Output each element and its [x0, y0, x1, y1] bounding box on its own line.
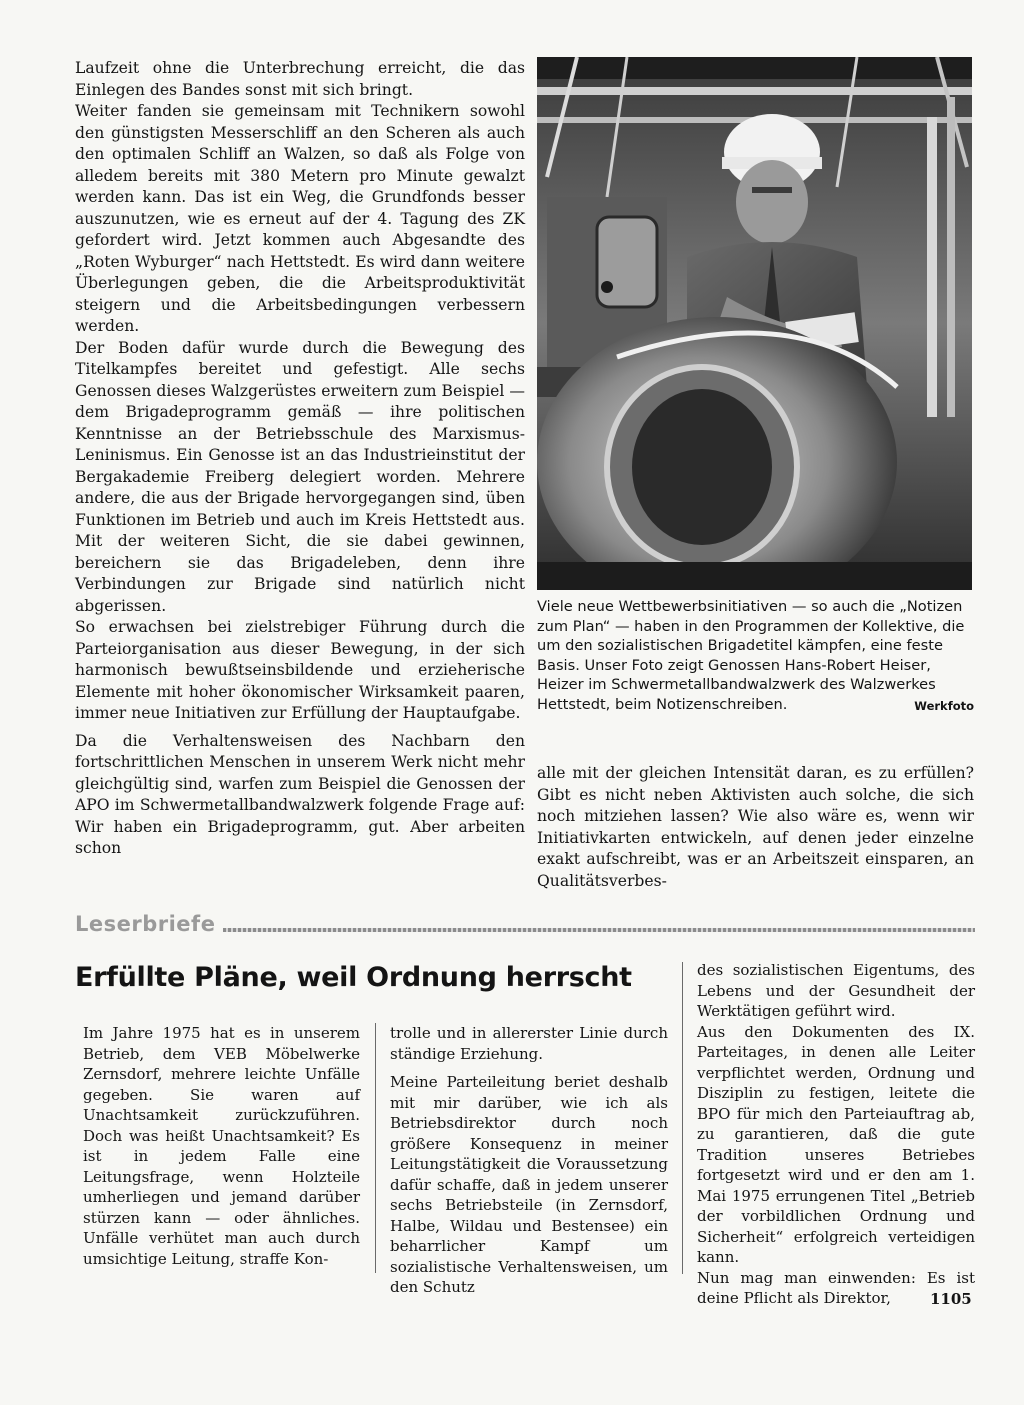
letter-paragraph: trolle und in allererster Linie durch ständige Erziehung. [390, 1024, 668, 1063]
photo-caption [537, 597, 974, 717]
worker-photo-image [537, 57, 972, 590]
article-right-column [537, 763, 974, 892]
letter-paragraph: Nun mag man einwenden: Es ist deine Pflicht als Direktor, [697, 1268, 975, 1307]
letter-headline: Erfüllte Pläne, weil Ordnung herrscht [75, 962, 632, 993]
section-divider [223, 928, 975, 932]
letter-paragraph: Meine Parteileitung beriet deshalb mit mir darüber, wie ich als Betriebsdirektor durch noch größere Konsequenz in meiner Leitungstätigkeit die Voraussetzung dafür schaffe, daß in jedem unserer sechs Betriebsteile (in Zernsdorf, Halbe, Wildau und Bestensee) ein beharrlicher Kampf um sozialistische Verhaltensweisen, um den Schutz [390, 1073, 668, 1296]
worker-photo [537, 57, 972, 590]
article-paragraph: Weiter fanden sie gemeinsam mit Technikern sowohl den günstigsten Messerschliff an den Scheren als auch den optimalen Schliff an Walzen, so daß als Folge von alledem bereits mit 380 Metern pro Minute gewalzt werden kann. Das ist ein Weg, die Grundfonds besser auszunutzen, wie es erneut auf der 4. Tagung des ZK gefordert wird. Jetzt kommen auch Abgesandte des „Roten Wyburger“ nach Hettstedt. Es wird dann weitere Überlegungen geben, die die Arbeitsproduktivität steigern und die Arbeitsbedingungen verbessern werden. [75, 102, 525, 335]
article-paragraph: Laufzeit ohne die Unterbrechung erreicht, die das Einlegen des Bandes sonst mit sich bringt. [75, 59, 525, 99]
letter-column-3 [697, 960, 975, 1309]
article-paragraph: alle mit der gleichen Intensität daran, es zu erfüllen? Gibt es nicht neben Aktivisten auch solche, die sich noch mitziehen lassen? Wie also wäre es, wenn wir Initiativkarten entwickeln, auf denen jeder einzelne exakt aufschreibt, was er an Arbeitszeit einsparen, an Qualitätsverbes- [537, 764, 974, 890]
photo-credit: Werkfoto [914, 698, 974, 713]
article-paragraph: Da die Verhaltensweisen des Nachbarn den fortschrittlichen Menschen in unserem Werk nicht mehr gleichgültig sind, warfen zum Beispiel die Genossen der APO im Schwermetallbandwalzwerk folgende Frage auf: Wir haben ein Brigadeprogramm, gut. Aber arbeiten schon [75, 731, 525, 857]
section-header [75, 912, 975, 942]
letter-paragraph: des sozialistischen Eigentums, des Lebens und der Gesundheit der Werktätigen geführt wird. [697, 961, 975, 1020]
letter-column-1 [83, 1023, 360, 1269]
article-left-column [75, 58, 525, 860]
column-divider [682, 962, 683, 1274]
article-paragraph: So erwachsen bei zielstrebiger Führung durch die Parteiorganisation aus dieser Bewegung, in der sich harmonisch bewußtseinsbildende und erzieherische Elemente mit hoher ökonomischer Wirksamkeit paaren, immer neue Initiativen zur Erfüllung der Hauptaufgabe. [75, 618, 525, 722]
article-paragraph: Der Boden dafür wurde durch die Bewegung des Titelkampfes bereitet und gefestigt. Alle sechs Genossen dieses Walzgerüstes erweitern zum Beispiel — dem Brigadeprogramm gemäß — ihre politischen Kenntnisse an der Betriebsschule des Marxismus-Leninismus. Ein Genosse ist an das Industrieinstitut der Bergakademie Freiberg delegiert worden. Mehrere andere, die aus der Brigade hervorgegangen sind, üben Funktionen im Betrieb und auch im Kreis Hettstedt aus. Mit der weiteren Sicht, die sie dabei gewinnen, bereichern sie das Brigadeleben, denn ihre Verbindungen zur Brigade sind natürlich nicht abgerissen. [75, 338, 525, 615]
letter-paragraph: Aus den Dokumenten des IX. Parteitages, in denen alle Leiter verpflichtet werden, Ordnung und Disziplin zu festigen, leitete die BPO für mich den Parteiauftrag ab, zu garantieren, daß die gute Tradition unseres Betriebes fortgesetzt wird und er den am 1. Mai 1975 errungenen Titel „Betrieb der vorbildlichen Ordnung und Sicherheit“ erfolgreich verteidigen kann. [697, 1022, 975, 1266]
photo-caption-text: Viele neue Wettbewerbsinitiativen — so auch die „Notizen zum Plan“ — haben in den Programmen der Kollektive, die um den sozialistischen Brigadetitel kämpfen, eine feste Basis. Unser Foto zeigt Genossen Hans-Robert Heiser, Heizer im Schwermetallbandwalzwerk des Walzwerkes Hettstedt, beim Notizenschreiben. [537, 598, 965, 713]
column-divider [375, 1023, 376, 1273]
letter-paragraph: Im Jahre 1975 hat es in unserem Betrieb, dem VEB Möbelwerke Zernsdorf, mehrere leichte Unfälle gegeben. Sie waren auf Unachtsamkeit zurückzuführen. Doch was heißt Unachtsamkeit? Es ist in jedem Falle eine Leitungsfrage, wenn Holzteile umherliegen und jemand darüber stürzen kann — oder ähnliches. Unfälle verhütet man auch durch umsichtige Leitung, straffe Kon- [83, 1024, 360, 1268]
section-label: Leserbriefe [75, 912, 216, 936]
letter-column-2 [390, 1023, 668, 1298]
page-number: 1105 [930, 1290, 972, 1308]
